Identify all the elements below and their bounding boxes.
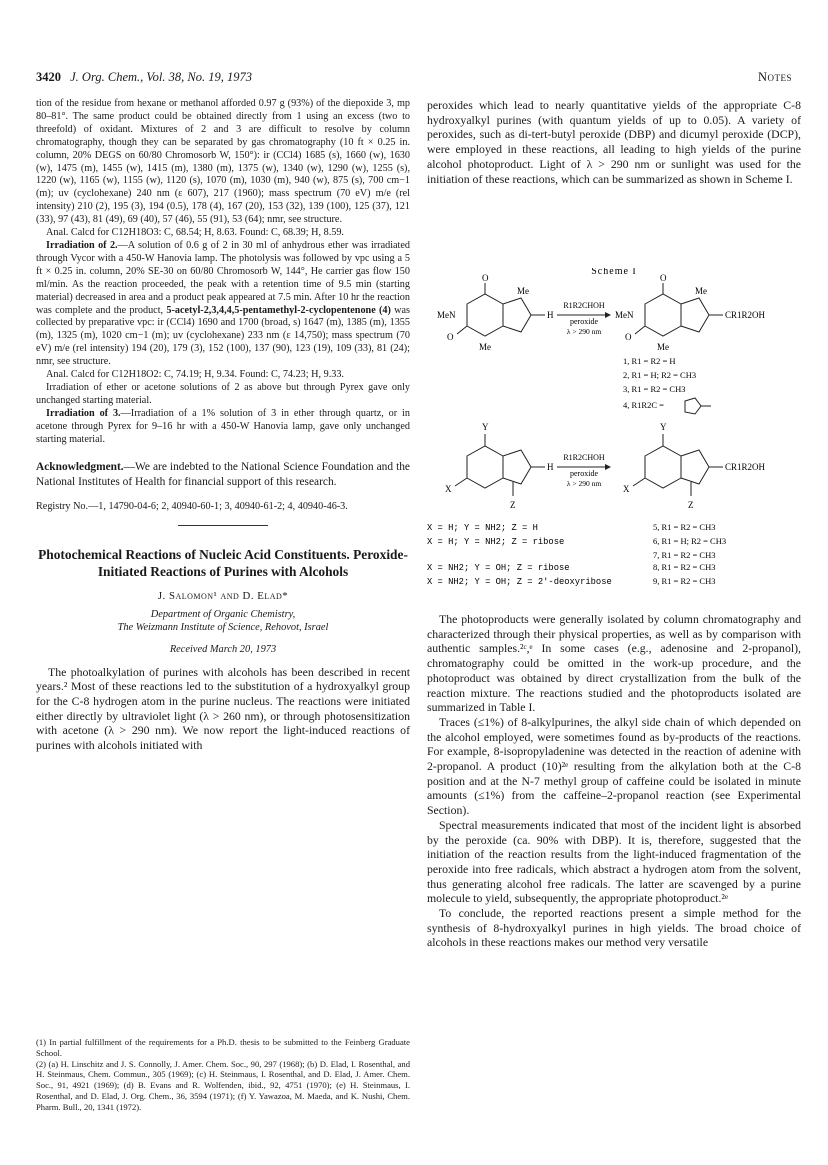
product-2-label: 2, R1 = H; R2 = CH3	[623, 370, 697, 380]
irradiation-2-paragraph	[36, 240, 410, 369]
side-chain-label-1: CR1R2OH	[725, 310, 766, 320]
purine-product-imidazole	[681, 450, 709, 484]
product-7-label: 7, R1 = R2 = CH3	[653, 550, 716, 560]
product-3-label: 3, R1 = R2 = CH3	[623, 384, 686, 394]
product-oxo-label-2: O	[625, 332, 632, 342]
x-substituent-bond	[455, 478, 467, 486]
purine-hydrogen-label: H	[547, 462, 554, 472]
product-4-label: 4, R1R2C =	[623, 400, 664, 410]
product-8-label: 8, R1 = R2 = CH3	[653, 562, 716, 572]
article-title: Photochemical Reactions of Nucleic Acid Constituents. Peroxide-Initiated Reactions of Purines with Alcohols	[38, 546, 408, 579]
condition-2: X = H; Y = NH2; Z = ribose	[427, 537, 565, 547]
reagent-light-2: λ > 290 nm	[566, 479, 602, 488]
reagent-alcohol-1: R1R2CHOH	[563, 301, 605, 310]
irradiation-3-paragraph	[36, 408, 410, 447]
received-date: Received March 20, 1973	[169, 643, 277, 655]
product-x-bond	[633, 478, 645, 486]
right-paragraph-3: Traces (≤1%) of 8-alkylpurines, the alkyl side chain of which depended on the alcohol employed, were sometimes found as by-products of the reactions. For example, 8-isopropyladenine was detected in the reaction of adenine with 2-propanol. A product (10)²ᵉ resulting from the alkylation both at the C-8 position and at the N-7 methyl group of caffeine could be isolated in minute amounts (≤1%) from the caffeine–2-propanol reaction (see Experimental Section).	[427, 714, 801, 818]
purine-imidazole-ring	[503, 450, 531, 484]
article-authors: J. Salomon¹ and D. Elad*	[157, 589, 289, 602]
product-1-label: 1, R1 = R2 = H	[623, 356, 676, 366]
imidazole-ring	[503, 298, 531, 332]
page-number: 3420	[36, 70, 61, 84]
purine-structure	[455, 434, 545, 496]
cyclopentyl-ring	[685, 398, 701, 414]
acknowledgment	[36, 460, 410, 489]
product-y-label: Y	[660, 422, 667, 432]
registry-numbers: Registry No.—1, 14790-04-6; 2, 40940-60-1; 3, 40940-61-2; 4, 40940-46-3.	[36, 500, 348, 512]
oxo-label-2: O	[447, 332, 454, 342]
product-9-label: 9, R1 = R2 = CH3	[653, 576, 716, 586]
right-paragraph-1: peroxides which lead to nearly quantitative yields of the appropriate C-8 hydroxyalkyl purines (with quantum yields of up to 0.05). A variety of peroxides, such as di-tert-butyl peroxide (DBP) and dicumyl peroxide (DCP), were employed in these reactions, all leading to high yields of the purine alcohol photoproduct. Light of λ > 290 nm or sunlight was used for the initiation of these reactions, which can be summarized as shown in Scheme I.	[427, 98, 801, 186]
product-methyl-label-2: Me	[695, 286, 707, 296]
footnote-1: (1) In partial fulfillment of the requirements for a Ph.D. thesis to be submitted to the Feinberg Graduate School.	[36, 1037, 410, 1058]
purine-product-structure	[633, 434, 723, 496]
right-text-top	[427, 98, 801, 186]
pyrimidine-ring	[467, 294, 503, 336]
arrow-head-2	[605, 464, 611, 470]
section-label: Notes	[757, 70, 792, 84]
footnotes	[36, 1037, 410, 1113]
reagent-peroxide-1: peroxide	[570, 317, 598, 326]
arrow-head-1	[605, 312, 611, 318]
running-header	[36, 70, 792, 88]
product-carbonyl-bond-2	[635, 326, 645, 334]
experimental-text	[36, 98, 410, 446]
caffeine-structure	[457, 283, 545, 336]
product-methyl-label: Me	[657, 342, 669, 352]
section-divider	[178, 525, 268, 526]
analysis-2: Anal. Calcd for C12H18O2: C, 74.19; H, 9.34. Found: C, 74.23; H, 9.33.	[46, 369, 344, 381]
purine-pyrimidine-ring	[467, 446, 503, 488]
acknowledgment-text: —We are indebted to the National Science Foundation and the National Institutes of Health for financial support of this research.	[36, 461, 410, 489]
product-oxo-label: O	[660, 273, 667, 283]
scheme-figure	[427, 268, 801, 618]
scheme-drawing	[427, 268, 801, 608]
affiliation	[36, 608, 410, 634]
acknowledgment-heading: Acknowledgment.	[36, 461, 124, 474]
affiliation-department: Department of Organic Chemistry,	[150, 608, 296, 620]
irradiation-3-text: —Irradiation of a 1% solution of 3 in ether through quartz, or in acetone through Pyrex for 9–16 hr with a 450-W Hanovia lamp, gave only unchanged starting material.	[36, 407, 410, 445]
purine-product-pyrimidine	[645, 446, 681, 488]
z-label: Z	[510, 500, 516, 510]
x-label: X	[445, 484, 452, 494]
oxo-label: O	[482, 273, 489, 283]
journal-citation: J. Org. Chem., Vol. 38, No. 19, 1973	[70, 70, 252, 84]
right-column-top	[427, 98, 801, 186]
condition-1: X = H; Y = NH2; Z = H	[427, 523, 538, 533]
product-imidazole-ring	[681, 298, 709, 332]
caffeine-product-structure	[635, 283, 723, 336]
product-z-label: Z	[688, 500, 694, 510]
reagent-alcohol-2: R1R2CHOH	[563, 453, 605, 462]
side-chain-label-2: CR1R2OH	[725, 462, 766, 472]
methyl-n-label: MeN	[437, 310, 456, 320]
irradiation-2-heading: Irradiation of 2.	[46, 239, 118, 251]
irradiation-2-text-cont: was collected by preparative vpc: ir (CCl4) 1690 and 1700 (broad, s) 1647 (m), 1385 (m), 1355 (m), 1325 (m), 1020 cm−1 (m); uv (cyclohexane) 233 nm (ε 14,750); mass spectrum (70 eV) m/e (rel intensity) 194 (20), 179 (3), 152 (100), 137 (90), 123 (19), 109 (33), 81 (24); nmr, see structure.	[36, 304, 410, 368]
experimental-paragraph: tion of the residue from hexane or methanol afforded 0.97 g (93%) of the diepoxide 3, mp 80–81°. The same product could be obtained directly from 1 using an excess (two to threefold) of oxidant. Mixtures of 2 and 3 are difficult to resolve by column chromatography, though they can be separated by gas chromatography (10 ft × 0.25 in. column, 20% DEGS on 60/80 Chromosorb W, 150°): ir (CCl4) 1685 (s), 1660 (w), 1630 (w), 1475 (m), 1455 (w), 1415 (m), 1380 (m), 1375 (w), 1340 (w), 1290 (w), 1255 (s), 1220 (w), 1165 (w), 1155 (w), 1120 (s), 1070 (m), 1030 (m), 940 (w), 875 (s), 700 cm−1 (m); uv (cyclohexane) 240 nm (ε 607), 217 (1960); mass spectrum (70 eV) m/e (rel intensity) 210 (2), 195 (3), 194 (0.5), 178 (4), 167 (20), 153 (32), 139 (100), 125 (37), 121 (33), 97 (43), 81 (49), 69 (40), 57 (46), 55 (91), 53 (64); nmr, see structure.	[36, 98, 410, 226]
article-intro	[36, 665, 410, 753]
irradiation-ether-note: Irradiation of ether or acetone solutions of 2 as above but through Pyrex gave only unchanged starting material.	[36, 381, 410, 406]
reagent-peroxide-2: peroxide	[570, 469, 598, 478]
y-label: Y	[482, 422, 489, 432]
right-paragraph-2: The photoproducts were generally isolated by column chromatography and characterized through their physical properties, as well as by comparison with authentic samples.²ᶜ,ᵉ In some cases (e.g., adenosine and 2-propanol), chromatography could be omitted in the work-up procedure, and the photoproduct was obtained by direct crystallization from the bulk of the reaction mixture. The reactions studied and the photoproducts isolated are summarized in Table I.	[427, 612, 801, 715]
reagent-light-1: λ > 290 nm	[566, 327, 602, 336]
affiliation-institute: The Weizmann Institute of Science, Rehovot, Israel	[117, 621, 329, 633]
product-pyrimidine-ring	[645, 294, 681, 336]
product-x-label: X	[623, 484, 630, 494]
irradiation-3-heading: Irradiation of 3.	[46, 407, 121, 419]
right-column-bottom	[427, 612, 801, 950]
product-5-label: 5, R1 = R2 = CH3	[653, 522, 716, 532]
methyl-label: Me	[479, 342, 491, 352]
right-paragraph-4: Spectral measurements indicated that most of the incident light is absorbed by the peroxide (ca. 90% with DBP). It is, therefore, suggested that the initiation of the reaction results from the light-induced fragmentation of the peroxide into free radicals, which abstract a hydrogen atom from the solvent, thus generating alcohol free radicals. The latter are scavenged by a purine molecule to yield, subsequently, the appropriate photoproduct.²ᵉ	[427, 817, 801, 906]
left-column	[36, 98, 410, 753]
product-6-label: 6, R1 = H; R2 = CH3	[653, 536, 727, 546]
condition-4: X = NH2; Y = OH; Z = 2′-deoxyribose	[427, 577, 612, 587]
scheme-title: Scheme I	[591, 268, 637, 277]
condition-3: X = NH2; Y = OH; Z = ribose	[427, 563, 570, 573]
right-paragraph-5: To conclude, the reported reactions present a simple method for the synthesis of 8-hydroxyalkyl purines in high yields. The broad choice of alcohols in these reactions makes our method very versatile	[427, 906, 801, 950]
intro-paragraph: The photoalkylation of purines with alcohols has been described in recent years.² Most of these reactions led to the substitution of a hydroxyalkyl group for the C-8 hydrogen atom in the purine nucleus. The reactions were initiated either directly by ultraviolet light (λ > 260 nm), or through photosensitization with acetone (λ > 290 nm). We now report the light-induced reactions of purines with alcohols initiated with	[36, 664, 410, 753]
methyl-label-2: Me	[517, 286, 529, 296]
right-text-bottom	[427, 612, 801, 950]
hydrogen-label: H	[547, 310, 554, 320]
analysis-1: Anal. Calcd for C12H18O3: C, 68.54; H, 8.63. Found: C, 68.39; H, 8.59.	[46, 227, 344, 239]
irradiation-2-text: —A solution of 0.6 g of 2 in 30 ml of anhydrous ether was irradiated through Vycor with a 450-W Hanovia lamp. The photolysis was followed by vpc using a 5 ft × 0.25 in. column, 20% SE-30 on 60/80 Chromosorb W, 144°, He carrier gas flow 150 ml/min. As the reaction proceeded, the peak with a retention time of 9.5 min (starting material) decreased in area and a product peak appeared at 7.5 min. After 10 hr the reaction was complete and the product,	[36, 239, 410, 316]
compound-4-name: 5-acetyl-2,3,4,4,5-pentamethyl-2-cyclopentenone (4)	[166, 304, 391, 316]
footnote-2: (2) (a) H. Linschitz and J. S. Connolly, J. Amer. Chem. Soc., 90, 297 (1968); (b) D. Elad, I. Rosenthal, and H. Steinmaus, Chem. Commun., 305 (1969); (c) H. Steinmaus, I. Rosenthal, and D. Elad, J. Amer. Chem. Soc., 91, 4921 (1969); (d) B. Evans and R. Wolfenden, ibid., 92, 4751 (1970); (e) H. Steinmaus, I. Rosenthal, and D. Elad, J. Org. Chem., 36, 3594 (1971); (f) Y. Yawazoa, M. Maeda, and K. Nushi, Chem. Pharm. Bull., 20, 1341 (1972).	[36, 1058, 410, 1112]
product-methyl-n-label: MeN	[615, 310, 634, 320]
carbonyl-bond-2	[457, 326, 467, 334]
